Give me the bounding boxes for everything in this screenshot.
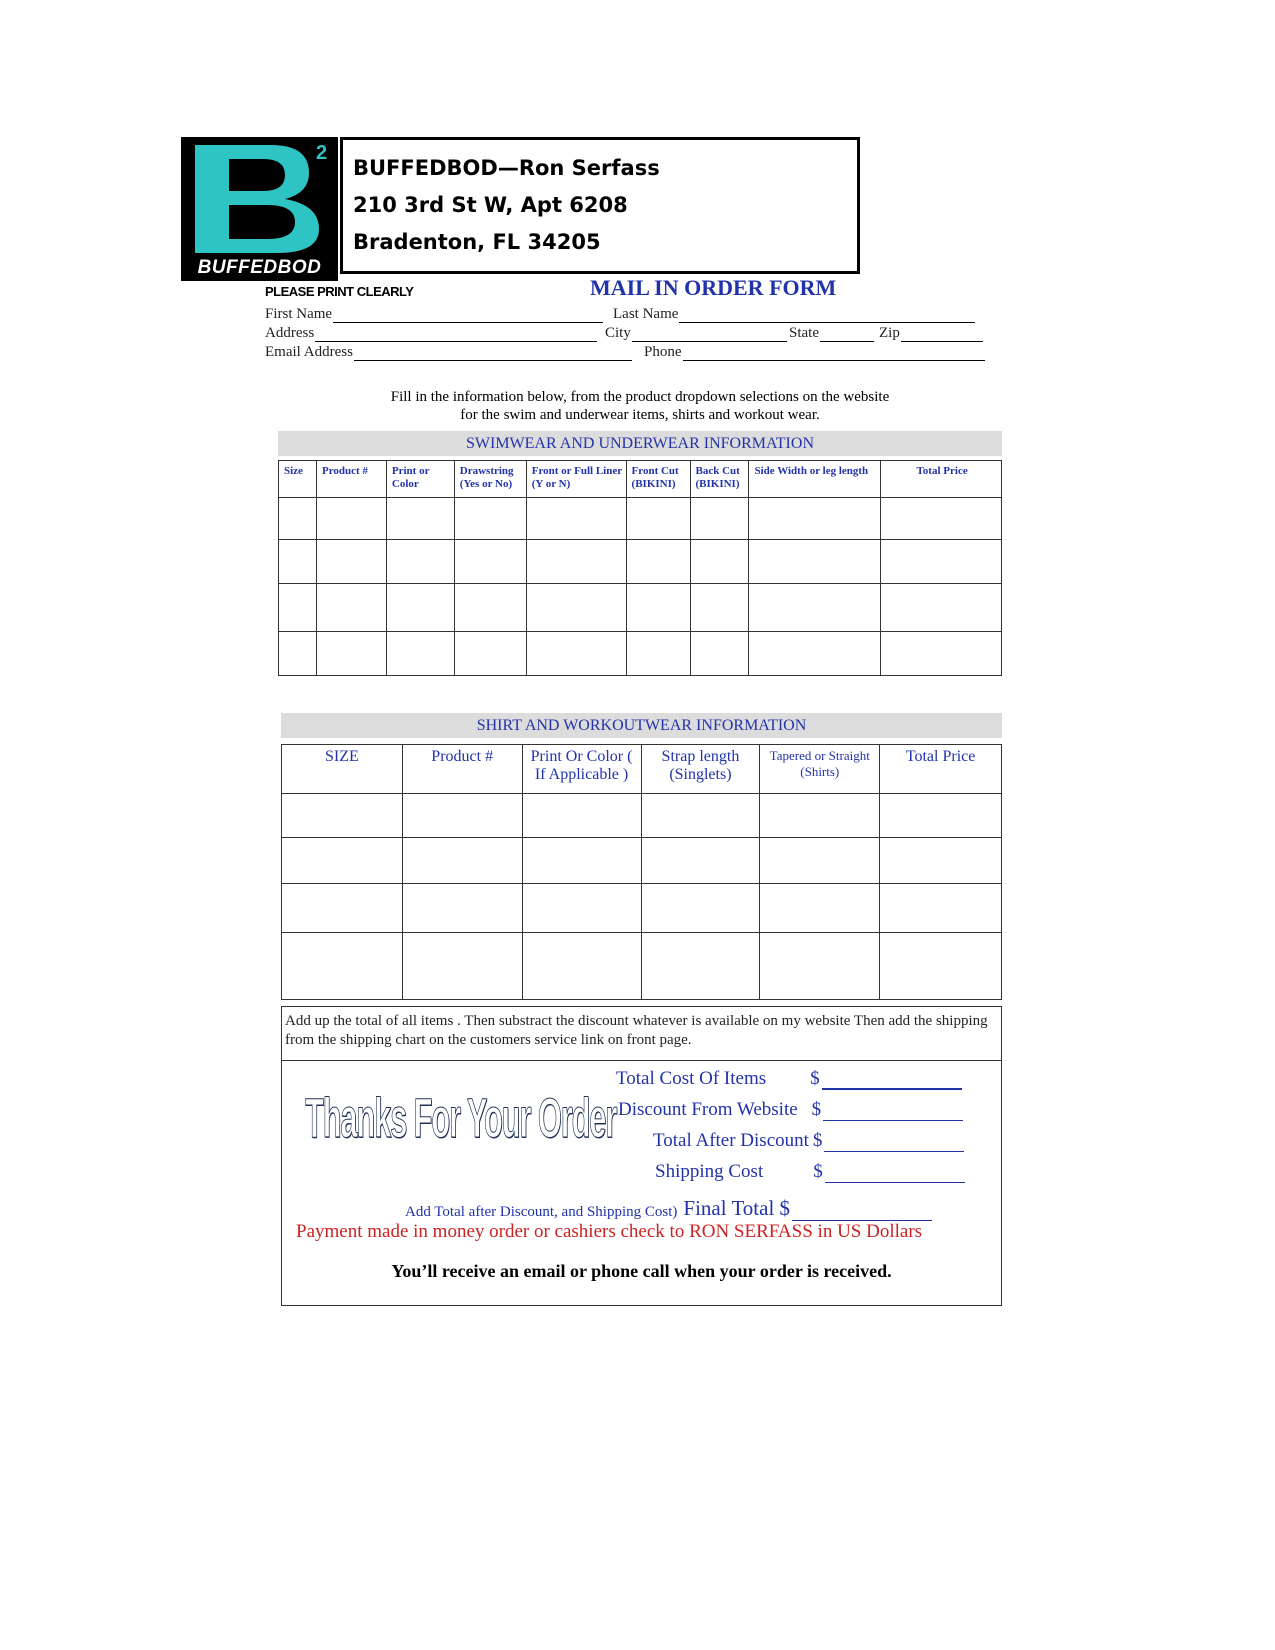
table-cell[interactable] <box>402 933 522 1000</box>
table-row <box>279 584 1002 632</box>
table-cell[interactable] <box>454 540 526 584</box>
phone-field[interactable] <box>644 343 985 361</box>
table-cell[interactable] <box>522 884 641 933</box>
email-label: Email Address <box>265 344 353 360</box>
table-cell[interactable] <box>402 838 522 884</box>
city-label: City <box>605 325 631 341</box>
table-cell[interactable] <box>760 884 880 933</box>
table-cell[interactable] <box>386 540 454 584</box>
instructions-line-1: Fill in the information below, from the product dropdown selections on the website <box>390 389 890 405</box>
swimwear-header-row <box>279 461 1002 498</box>
table-cell[interactable] <box>626 540 690 584</box>
instructions-line-2: for the swim and underwear items, shirts and workout wear. <box>460 407 820 423</box>
table-cell[interactable] <box>454 584 526 632</box>
svg-text:2: 2 <box>316 142 328 164</box>
table-cell[interactable] <box>641 933 760 1000</box>
col-product-number: Product # <box>316 461 386 498</box>
table-cell[interactable] <box>880 933 1002 1000</box>
logo-wordmark: BUFFEDBOD <box>197 257 322 278</box>
swimwear-section-title: SWIMWEAR AND UNDERWEAR INFORMATION <box>278 431 1002 456</box>
first-name-field[interactable] <box>265 305 603 323</box>
seller-name: BUFFEDBOD—Ron Serfass <box>353 156 660 180</box>
table-cell[interactable] <box>526 498 626 540</box>
table-cell[interactable] <box>881 584 1002 632</box>
table-cell[interactable] <box>279 632 317 676</box>
table-cell[interactable] <box>522 838 641 884</box>
table-cell[interactable] <box>454 498 526 540</box>
table-cell[interactable] <box>749 540 881 584</box>
seller-city: Bradenton, FL 34205 <box>353 230 601 254</box>
table-cell[interactable] <box>641 794 760 838</box>
table-cell[interactable] <box>626 632 690 676</box>
shipping-label: Shipping Cost <box>655 1161 764 1182</box>
table-cell[interactable] <box>749 584 881 632</box>
after-discount-field[interactable] <box>653 1130 964 1152</box>
table-cell[interactable] <box>522 794 641 838</box>
table-cell[interactable] <box>316 584 386 632</box>
table-cell[interactable] <box>279 584 317 632</box>
table-cell[interactable] <box>626 498 690 540</box>
zip-label: Zip <box>879 325 900 341</box>
col-size: SIZE <box>282 745 403 794</box>
totals-divider <box>281 1060 1002 1061</box>
table-cell[interactable] <box>316 498 386 540</box>
totals-instructions: Add up the total of all items . Then substract the discount whatever is available on my website Then add the shipping from the shipping chart on the customers service link on front page. <box>285 1013 988 1048</box>
table-cell[interactable] <box>880 838 1002 884</box>
table-cell[interactable] <box>526 584 626 632</box>
table-row <box>282 884 1002 933</box>
thanks-for-your-order: Thanks For Your Order <box>305 1086 617 1149</box>
city-field[interactable] <box>605 324 787 342</box>
email-field[interactable] <box>265 343 632 361</box>
table-cell[interactable] <box>626 584 690 632</box>
table-row <box>282 838 1002 884</box>
address-label: Address <box>265 325 315 341</box>
shirts-header-row <box>282 745 1002 794</box>
col-back-cut: Back Cut (BIKINI) <box>690 461 749 498</box>
col-strap-length: Strap length (Singlets) <box>641 745 760 794</box>
table-cell[interactable] <box>749 498 881 540</box>
table-cell[interactable] <box>641 884 760 933</box>
print-clearly-label: PLEASE PRINT CLEARLY <box>265 284 414 299</box>
discount-field[interactable] <box>618 1099 963 1121</box>
swimwear-table <box>278 460 1002 676</box>
phone-label: Phone <box>644 344 682 360</box>
seller-address-box <box>340 137 860 274</box>
table-cell[interactable] <box>526 632 626 676</box>
table-cell[interactable] <box>881 632 1002 676</box>
table-cell[interactable] <box>760 794 880 838</box>
final-total-field[interactable] <box>405 1196 932 1221</box>
buffedbod-logo <box>181 137 338 281</box>
table-row <box>279 632 1002 676</box>
col-tapered-or-straight: Tapered or Straight (Shirts) <box>760 745 880 794</box>
table-cell[interactable] <box>386 632 454 676</box>
table-cell[interactable] <box>690 632 749 676</box>
col-total-price: Total Price <box>881 461 1002 498</box>
total-cost-label: Total Cost Of Items <box>616 1068 767 1089</box>
table-cell[interactable] <box>316 632 386 676</box>
state-label: State <box>789 325 819 341</box>
table-cell[interactable] <box>454 632 526 676</box>
final-total-label: Final Total $ <box>683 1196 791 1220</box>
table-cell[interactable] <box>690 540 749 584</box>
table-cell[interactable] <box>690 498 749 540</box>
currency-symbol: $ <box>812 1130 823 1151</box>
b-squared-logo-icon <box>181 137 338 257</box>
table-row <box>282 933 1002 1000</box>
currency-symbol: $ <box>813 1161 823 1182</box>
table-cell[interactable] <box>282 933 403 1000</box>
table-cell[interactable] <box>760 933 880 1000</box>
table-row <box>279 540 1002 584</box>
table-cell[interactable] <box>749 632 881 676</box>
address-field[interactable] <box>265 324 597 342</box>
table-cell[interactable] <box>881 540 1002 584</box>
after-discount-label: Total After Discount <box>653 1130 809 1151</box>
col-front-cut: Front Cut (BIKINI) <box>626 461 690 498</box>
table-cell[interactable] <box>881 498 1002 540</box>
shipping-field[interactable] <box>655 1161 965 1183</box>
currency-symbol: $ <box>810 1068 820 1089</box>
col-print-or-color: Print or Color <box>386 461 454 498</box>
table-cell[interactable] <box>402 794 522 838</box>
table-cell[interactable] <box>282 884 403 933</box>
table-cell[interactable] <box>279 498 317 540</box>
confirmation-note: You’ll receive an email or phone call when your order is received. <box>391 1261 892 1281</box>
payment-note: Payment made in money order or cashiers check to RON SERFASS in US Dollars <box>296 1221 923 1242</box>
col-total-price: Total Price <box>880 745 1002 794</box>
col-liner: Front or Full Liner (Y or N) <box>526 461 626 498</box>
col-print-or-color: Print Or Color ( If Applicable ) <box>522 745 641 794</box>
table-row <box>282 794 1002 838</box>
table-cell[interactable] <box>282 794 403 838</box>
seller-street: 210 3rd St W, Apt 6208 <box>353 193 628 217</box>
table-cell[interactable] <box>526 540 626 584</box>
table-cell[interactable] <box>641 838 760 884</box>
table-cell[interactable] <box>402 884 522 933</box>
table-cell[interactable] <box>282 838 403 884</box>
table-cell[interactable] <box>316 540 386 584</box>
table-cell[interactable] <box>880 884 1002 933</box>
table-cell[interactable] <box>690 584 749 632</box>
col-drawstring: Drawstring (Yes or No) <box>454 461 526 498</box>
last-name-field[interactable] <box>613 305 975 323</box>
table-row <box>279 498 1002 540</box>
table-cell[interactable] <box>386 498 454 540</box>
state-field[interactable] <box>789 324 874 342</box>
instructions <box>330 388 950 424</box>
table-cell[interactable] <box>880 794 1002 838</box>
col-product-number: Product # <box>402 745 522 794</box>
table-cell[interactable] <box>760 838 880 884</box>
table-cell[interactable] <box>386 584 454 632</box>
currency-symbol: $ <box>811 1099 822 1120</box>
form-title: MAIL IN ORDER FORM <box>590 275 837 300</box>
table-cell[interactable] <box>279 540 317 584</box>
total-cost-field[interactable] <box>616 1068 962 1090</box>
first-name-label: First Name <box>265 306 333 322</box>
col-side-width: Side Width or leg length <box>749 461 881 498</box>
shirts-section-title: SHIRT AND WORKOUTWEAR INFORMATION <box>281 713 1002 738</box>
last-name-label: Last Name <box>613 306 679 322</box>
discount-label: Discount From Website <box>618 1099 798 1120</box>
zip-field[interactable] <box>879 324 983 342</box>
final-total-instructions: Add Total after Discount, and Shipping Cost) <box>405 1204 678 1220</box>
table-cell[interactable] <box>522 933 641 1000</box>
col-size: Size <box>279 461 317 498</box>
shirts-table <box>281 744 1002 1000</box>
